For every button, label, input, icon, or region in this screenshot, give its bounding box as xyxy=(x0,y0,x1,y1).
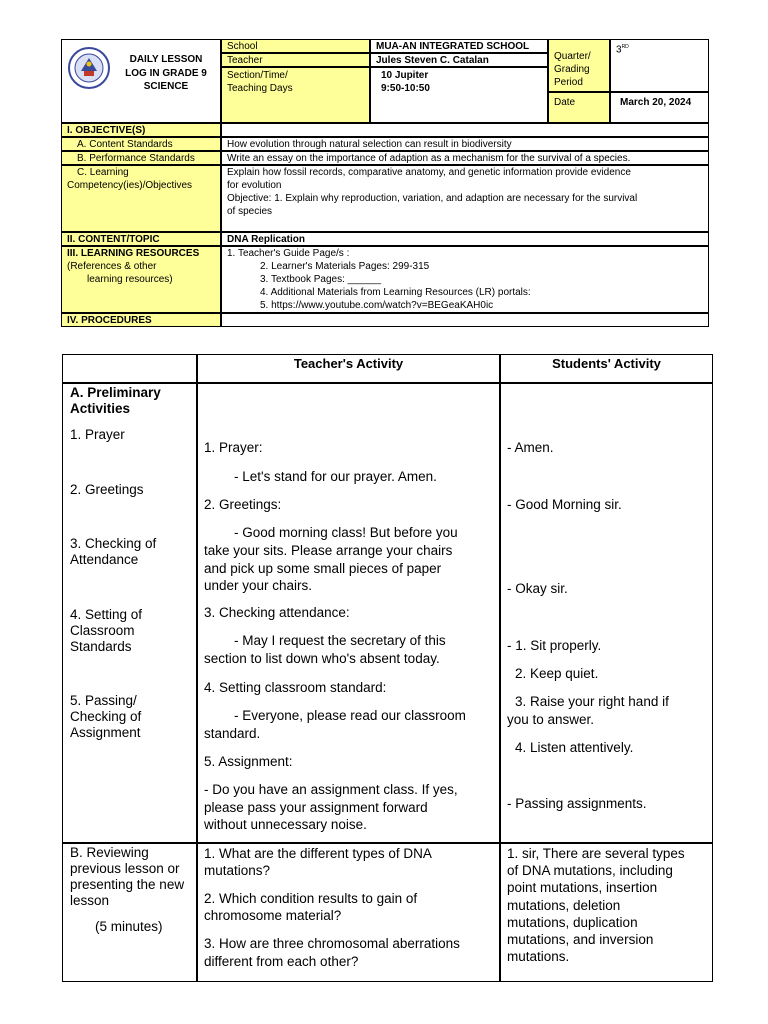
review-ans-3: point mutations, insertion xyxy=(507,880,658,895)
quarter-label-1: Quarter/ xyxy=(554,51,591,62)
teacher-greet-2: take your sits. Please arrange your chairs xyxy=(204,543,453,558)
step-greetings: 2. Greetings xyxy=(70,482,144,497)
school-value: MUA-AN INTEGRATED SCHOOL xyxy=(370,39,548,53)
teacher-asg-head: 5. Assignment: xyxy=(204,754,293,769)
section-value xyxy=(370,67,548,123)
review-ans-4: mutations, deletion xyxy=(507,898,621,913)
resource-item: 1. Teacher's Guide Page/s : xyxy=(227,248,350,259)
learning-competency-label-2: Competency(ies)/Objectives xyxy=(67,180,193,191)
step-assignment-2: Checking of xyxy=(70,709,142,724)
resource-link[interactable]: 5. https://www.youtube.com/watch?v=BEGeaKAH0ic xyxy=(260,300,494,311)
teacher-greet-head: 2. Greetings: xyxy=(204,497,282,512)
student-std-3a: 3. Raise your right hand if xyxy=(515,694,669,709)
procedures-blank xyxy=(221,313,709,327)
learning-resources-value xyxy=(221,246,709,313)
review-q1b: mutations? xyxy=(204,863,271,878)
student-std-2: 2. Keep quiet. xyxy=(515,666,599,681)
teacher-att-1: - May I request the secretary of this xyxy=(234,633,446,648)
date-value: March 20, 2024 xyxy=(610,92,709,123)
objectives-heading: I. OBJECTIVE(S) xyxy=(61,123,221,137)
step-attendance-1: 3. Checking of xyxy=(70,536,157,551)
prelim-label-2: Activities xyxy=(70,401,131,416)
content-standards-label: A. Content Standards xyxy=(61,137,221,151)
review-ans-2: of DNA mutations, including xyxy=(507,863,673,878)
section-label xyxy=(221,67,370,123)
step-assignment-1: 5. Passing/ xyxy=(70,693,137,708)
quarter-number: 3 xyxy=(616,44,622,56)
review-label-5: (5 minutes) xyxy=(95,919,163,934)
step-assignment-3: Assignment xyxy=(70,725,141,740)
prelim-label-1: A. Preliminary xyxy=(70,385,161,400)
review-ans-6: mutations, and inversion xyxy=(507,932,654,947)
quarter-label-3: Period xyxy=(554,77,583,88)
objectives-heading-blank xyxy=(221,123,709,137)
teacher-std-1: - Everyone, please read our classroom xyxy=(234,708,466,723)
review-label-3: presenting the new xyxy=(70,877,185,892)
section-value-2: 9:50-10:50 xyxy=(381,83,430,94)
student-std-4: 4. Listen attentively. xyxy=(515,740,634,755)
learning-competency-line-3: Objective: 1. Explain why reproduction, variation, and adaption are necessary for the survival xyxy=(227,193,638,204)
learning-resources-label-1: III. LEARNING RESOURCES xyxy=(67,248,200,259)
teacher-att-head: 3. Checking attendance: xyxy=(204,605,350,620)
teacher-std-2: standard. xyxy=(204,726,261,741)
student-good-morning: - Good Morning sir. xyxy=(507,497,622,512)
review-q2b: chromosome material? xyxy=(204,908,342,923)
section-label-2: Teaching Days xyxy=(227,83,293,94)
title-line-1: DAILY LESSON xyxy=(129,54,203,65)
student-okay: - Okay sir. xyxy=(507,581,568,596)
content-topic-value: DNA Replication xyxy=(221,232,709,246)
title-line-3: SCIENCE xyxy=(143,81,189,92)
content-topic-label: II. CONTENT/TOPIC xyxy=(61,232,221,246)
student-std-3b: you to answer. xyxy=(507,712,595,727)
review-q3a: 3. How are three chromosomal aberrations xyxy=(204,936,460,951)
deped-seal-icon xyxy=(66,46,116,91)
learning-competency-line-4: of species xyxy=(227,206,273,217)
step-standards-1: 4. Setting of xyxy=(70,607,143,622)
review-ans-7: mutations. xyxy=(507,949,570,964)
performance-standards-value: Write an essay on the importance of adaption as a mechanism for the survival of a species. xyxy=(221,151,709,165)
teacher-asg-2: please pass your assignment forward xyxy=(204,800,428,815)
review-ans-1: 1. sir, There are several types xyxy=(507,846,685,861)
school-label: School xyxy=(221,39,370,53)
learning-competency-label xyxy=(61,165,221,232)
quarter-label xyxy=(548,39,610,92)
prelim-teacher-cell xyxy=(197,383,500,843)
review-students-cell xyxy=(500,843,713,982)
learning-resources-label-3: learning resources) xyxy=(87,274,173,285)
teacher-asg-1: - Do you have an assignment class. If yes, xyxy=(204,782,458,797)
teacher-activity-header: Teacher's Activity xyxy=(197,354,500,383)
learning-resources-label-2: (References & other xyxy=(67,261,157,272)
teacher-prayer-head: 1. Prayer: xyxy=(204,440,263,455)
student-passing: - Passing assignments. xyxy=(507,796,647,811)
step-standards-3: Standards xyxy=(70,639,132,654)
learning-resources-label xyxy=(61,246,221,313)
teacher-asg-3: without unnecessary noise. xyxy=(204,817,367,832)
section-label-1: Section/Time/ xyxy=(227,70,288,81)
proc-header-blank xyxy=(62,354,197,383)
resource-item: 4. Additional Materials from Learning Resources (LR) portals: xyxy=(260,287,531,298)
content-standards-value: How evolution through natural selection can result in biodiversity xyxy=(221,137,709,151)
review-q2a: 2. Which condition results to gain of xyxy=(204,891,418,906)
title-cell xyxy=(61,39,221,123)
teacher-prayer-text: - Let's stand for our prayer. Amen. xyxy=(234,469,437,484)
procedures-label: IV. PROCEDURES xyxy=(61,313,221,327)
review-q3b: different from each other? xyxy=(204,954,359,969)
student-amen: - Amen. xyxy=(507,440,554,455)
learning-competency-label-1: C. Learning xyxy=(77,167,129,178)
resource-item: 3. Textbook Pages: ______ xyxy=(260,274,382,285)
teacher-att-2: section to list down who's absent today. xyxy=(204,651,440,666)
teacher-value: Jules Steven C. Catalan xyxy=(370,53,548,67)
review-ans-5: mutations, duplication xyxy=(507,915,638,930)
quarter-suffix: RD xyxy=(621,44,629,50)
teacher-label: Teacher xyxy=(221,53,370,67)
teacher-greet-1: - Good morning class! But before you xyxy=(234,525,458,540)
teacher-std-head: 4. Setting classroom standard: xyxy=(204,680,387,695)
review-teacher-cell xyxy=(197,843,500,982)
students-activity-header: Students' Activity xyxy=(500,354,713,383)
learning-competency-line-2: for evolution xyxy=(227,180,282,191)
review-label-1: B. Reviewing xyxy=(70,845,149,860)
section-value-1: 10 Jupiter xyxy=(381,70,429,81)
learning-competency-line-1: Explain how fossil records, comparative anatomy, and genetic information provide evidence xyxy=(227,167,631,178)
step-prayer: 1. Prayer xyxy=(70,427,125,442)
review-label-cell xyxy=(62,843,197,982)
title-line-2: LOG IN GRADE 9 xyxy=(125,67,207,79)
performance-standards-label: B. Performance Standards xyxy=(61,151,221,165)
quarter-value xyxy=(610,39,709,92)
step-standards-2: Classroom xyxy=(70,623,135,638)
step-attendance-2: Attendance xyxy=(70,552,139,567)
teacher-greet-3: and pick up some small pieces of paper xyxy=(204,561,442,576)
review-q1a: 1. What are the different types of DNA xyxy=(204,846,432,861)
review-label-4: lesson xyxy=(70,893,110,908)
student-std-1: - 1. Sit properly. xyxy=(507,638,602,653)
date-label: Date xyxy=(548,92,610,123)
learning-competency-value xyxy=(221,165,709,232)
review-label-2: previous lesson or xyxy=(70,861,180,876)
prelim-students-cell xyxy=(500,383,713,843)
teacher-greet-4: under your chairs. xyxy=(204,578,313,593)
quarter-label-2: Grading xyxy=(554,64,590,75)
resource-item: 2. Learner's Materials Pages: 299-315 xyxy=(260,261,430,272)
prelim-steps-cell xyxy=(62,383,197,843)
